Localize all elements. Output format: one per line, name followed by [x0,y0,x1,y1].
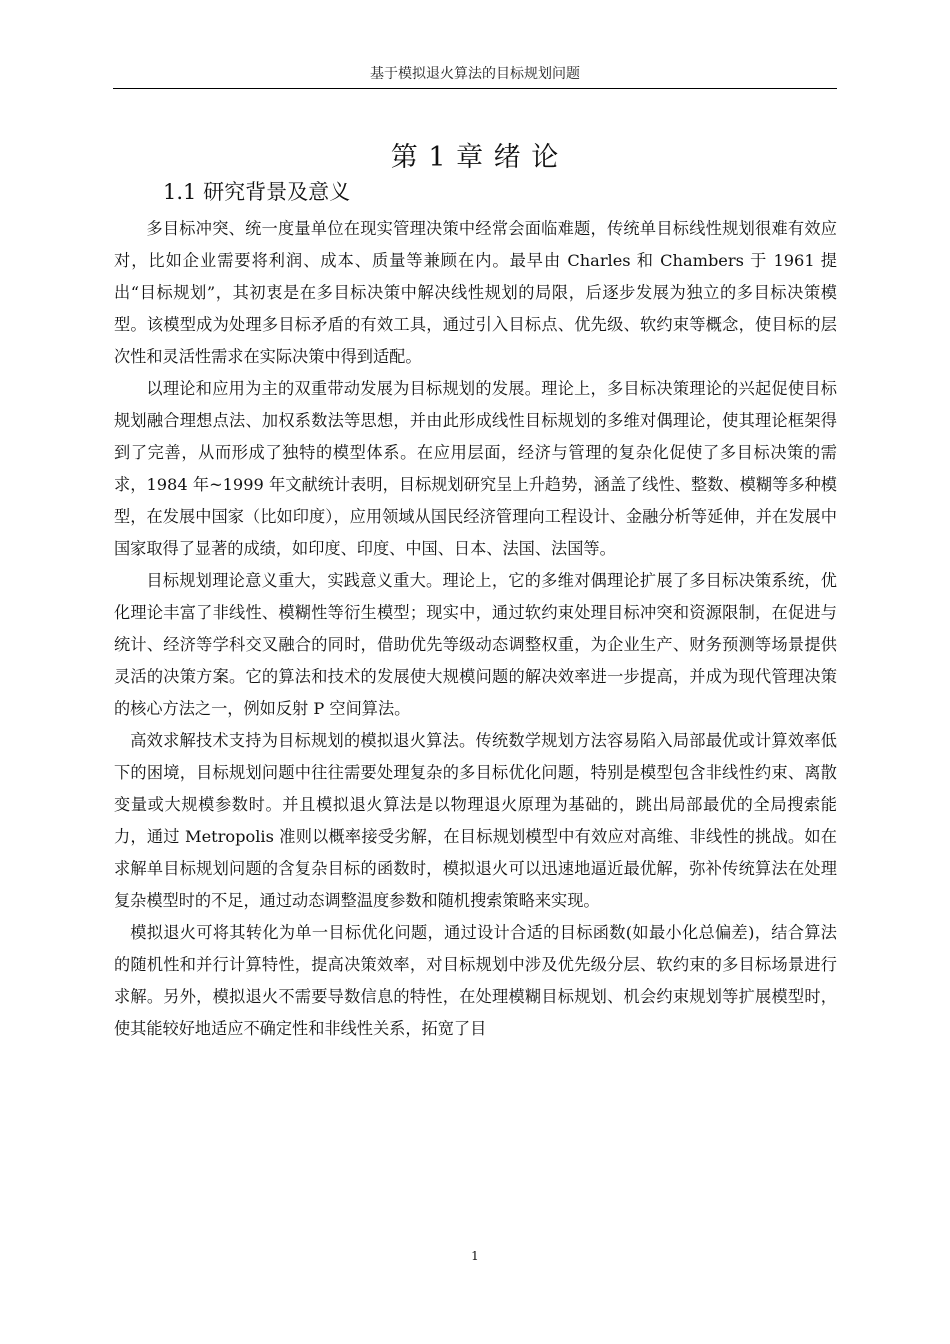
paragraph-3: 目标规划理论意义重大，实践意义重大。理论上，它的多维对偶理论扩展了多目标决策系统，优化理论丰富了非线性、模糊性等衍生模型；现实中，通过软约束处理目标冲突和资源限制，在促进与统计、经济等学科交叉融合的同时，借助优先等级动态调整权重，为企业生产、财务预测等场景提供灵活的决策方案。它的算法和技术的发展使大规模问题的解决效率进一步提高，并成为现代管理决策的核心方法之一，例如反射 P 空间算法。 [114,571,837,718]
page-number: 1 [471,1249,479,1263]
body-text [114,213,837,1045]
header-divider [113,88,837,89]
paragraph-1: 多目标冲突、统一度量单位在现实管理决策中经常会面临难题，传统单目标线性规划很难有效应对，比如企业需要将利润、成本、质量等兼顾在内。最早由 Charles 和 Chambers 于 1961 提出“目标规划”，其初衷是在多目标决策中解决线性规划的局限，后逐步发展为独立的多目标决策模型。该模型成为处理多目标矛盾的有效工具，通过引入目标点、优先级、软约束等概念，使目标的层次性和灵活性需求在实际决策中得到适配。 [114,219,837,366]
paragraph-5: 模拟退火可将其转化为单一目标优化问题，通过设计合适的目标函数(如最小化总偏差)，结合算法的随机性和并行计算特性，提高决策效率，对目标规划中涉及优先级分层、软约束的多目标场景进行求解。另外，模拟退火不需要导数信息的特性，在处理模糊目标规划、机会约束规划等扩展模型时，使其能较好地适应不确定性和非线性关系，拓宽了目 [114,923,837,1038]
paragraph-4: 高效求解技术支持为目标规划的模拟退火算法。传统数学规划方法容易陷入局部最优或计算效率低下的困境，目标规划问题中往往需要处理复杂的多目标优化问题，特别是模型包含非线性约束、离散变量或大规模参数时。并且模拟退火算法是以物理退火原理为基础的，跳出局部最优的全局搜索能力，通过 Metropolis 准则以概率接受劣解，在目标规划模型中有效应对高维、非线性的挑战。如在求解单目标规划问题的含复杂目标的函数时，模拟退火可以迅速地逼近最优解，弥补传统算法在处理复杂模型时的不足，通过动态调整温度参数和随机搜索策略来实现。 [114,731,837,910]
section-heading: 1.1 研究背景及意义 [163,180,351,204]
paragraph-2: 以理论和应用为主的双重带动发展为目标规划的发展。理论上，多目标决策理论的兴起促使目标规划融合理想点法、加权系数法等思想，并由此形成线性目标规划的多维对偶理论，使其理论框架得到了完善，从而形成了独特的模型体系。在应用层面，经济与管理的复杂化促使了多目标决策的需求，1984 年~1999 年文献统计表明，目标规划研究呈上升趋势，涵盖了线性、整数、模糊等多种模型，在发展中国家（比如印度），应用领域从国民经济管理向工程设计、金融分析等延伸，并在发展中国家取得了显著的成绩，如印度、印度、中国、日本、法国、法国等。 [114,379,837,558]
chapter-title: 第 1 章 绪 论 [390,142,560,173]
running-header: 基于模拟退火算法的目标规划问题 [370,66,580,82]
